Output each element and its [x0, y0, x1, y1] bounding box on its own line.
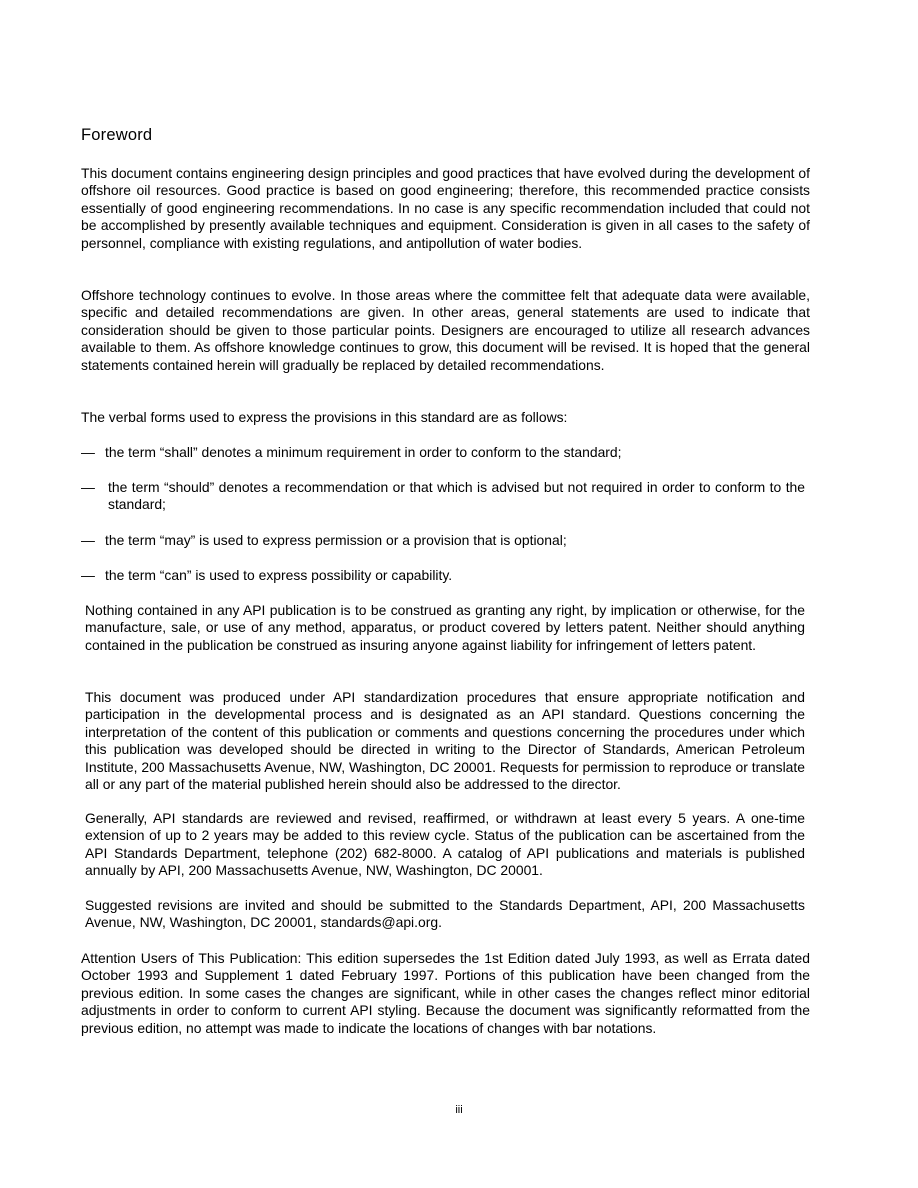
paragraph-review-cycle: Generally, API standards are reviewed and revised, reaffirmed, or withdrawn at least every 5 years. A one-time extension of up to 2 years may be added to this review cycle. Status of the publication can be ascertained from the API Standards Department, telephone (202) 682-8000. A catalog of API publications and materials is published annually by API, 200 Massachusetts Avenue, NW, Washington, DC 20001.	[85, 810, 805, 879]
paragraph-attention-users: Attention Users of This Publication: This edition supersedes the 1st Edition dated July 1993, as well as Errata dated October 1993 and Supplement 1 dated February 1997. Portions of this publication have been changed from the previous edition. In some cases the changes are significant, while in other cases the changes reflect minor editorial adjustments in order to conform to current API styling. Because the document was significantly reformatted from the previous edition, no attempt was made to indicate the locations of changes with bar notations.	[81, 950, 810, 1036]
list-item-shall	[81, 444, 805, 461]
paragraph-standardization-procedures: This document was produced under API standardization procedures that ensure appropriate notification and participation in the developmental process and is designated as an API standard. Questions concerning the interpretation of the content of this publication or comments and questions concerning the procedures under which this publication was developed should be directed in writing to the Director of Standards, American Petroleum Institute, 200 Massachusetts Avenue, NW, Washington, DC 20001. Requests for permission to reproduce or translate all or any part of the material published herein should also be addressed to the director.	[85, 689, 805, 793]
paragraph-offshore-technology: Offshore technology continues to evolve. In those areas where the committee felt that adequate data were available, specific and detailed recommendations are given. In other areas, general statements are used to indicate that consideration should be given to those particular points. Designers are encouraged to utilize all research advances available to them. As offshore knowledge continues to grow, this document will be revised. It is hoped that the general statements contained herein will gradually be replaced by detailed recommendations.	[81, 287, 810, 373]
paragraph-suggested-revisions: Suggested revisions are invited and should be submitted to the Standards Department, API, 200 Massachusetts Avenue, NW, Washington, DC 20001, standards@api.org.	[85, 897, 805, 931]
list-item-text: the term “shall” denotes a minimum requirement in order to conform to the standard;	[105, 444, 622, 460]
page-number: iii	[455, 1104, 463, 1116]
list-item-may	[81, 532, 805, 549]
list-item-text: the term “may” is used to express permission or a provision that is optional;	[105, 532, 567, 548]
list-item-can	[81, 567, 805, 584]
list-item-should	[81, 479, 805, 514]
em-dash-marker: —	[81, 479, 95, 495]
list-item-text: the term “should” denotes a recommendation or that which is advised but not required in order to conform to the standard;	[108, 479, 805, 513]
paragraph-verbal-forms-intro: The verbal forms used to express the provisions in this standard are as follows:	[81, 409, 568, 425]
em-dash-marker: —	[81, 532, 95, 548]
list-item-text: the term “can” is used to express possibility or capability.	[105, 567, 453, 583]
paragraph-design-principles: This document contains engineering design principles and good practices that have evolved during the development of offshore oil resources. Good practice is based on good engineering; therefore, this recommended practice consists essentially of good engineering recommendations. In no case is any specific recommendation included that could not be accomplished by presently available techniques and equipment. Consideration is given in all cases to the safety of personnel, compliance with existing regulations, and antipollution of water bodies.	[81, 165, 810, 251]
em-dash-marker: —	[81, 567, 95, 583]
paragraph-patent-disclaimer: Nothing contained in any API publication is to be construed as granting any right, by implication or otherwise, for the manufacture, sale, or use of any method, apparatus, or product covered by letters patent. Neither should anything contained in the publication be construed as insuring anyone against liability for infringement of letters patent.	[85, 602, 805, 653]
foreword-heading: Foreword	[81, 126, 153, 144]
em-dash-marker: —	[81, 444, 95, 460]
